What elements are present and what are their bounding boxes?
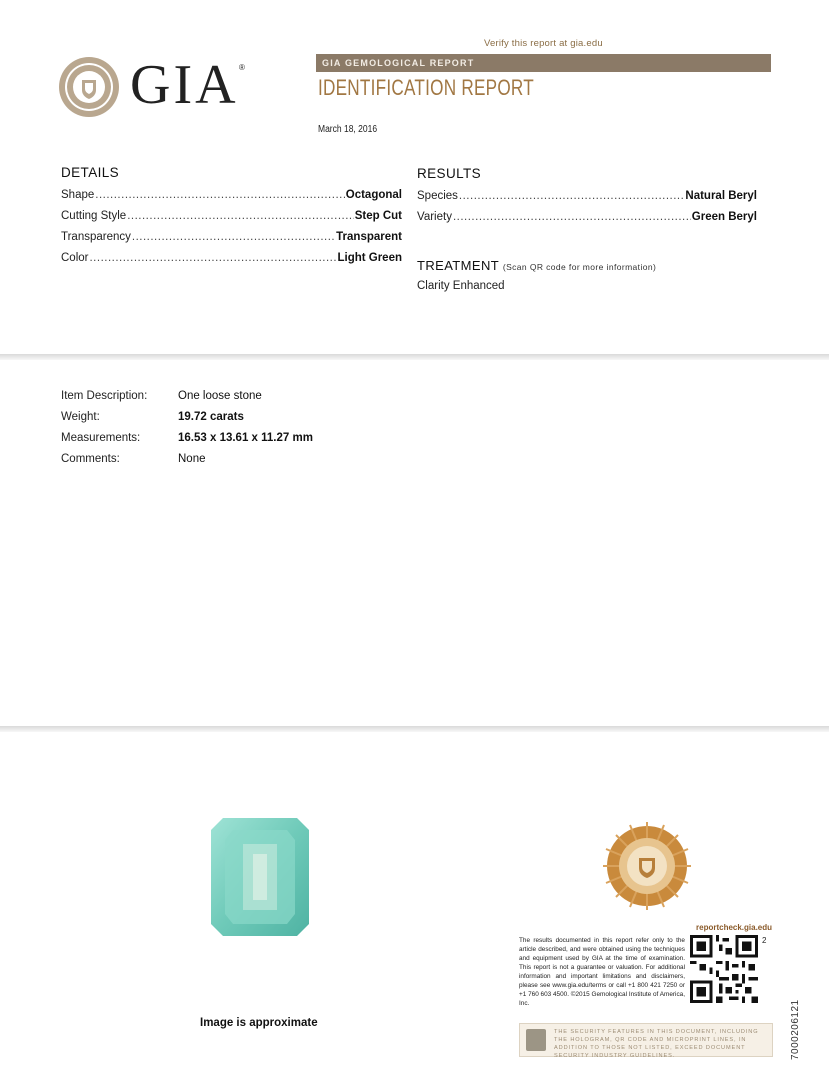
qr-number: 2 xyxy=(762,936,767,945)
serial-number: 7000206121 xyxy=(790,999,801,1060)
gia-medal-seal-icon xyxy=(603,822,691,910)
fold-line-1 xyxy=(0,354,829,360)
registered-mark: ® xyxy=(239,63,245,72)
results-list xyxy=(417,186,757,228)
detail-row-shape xyxy=(61,185,402,206)
item-label: Weight: xyxy=(61,411,100,423)
detail-label: Transparency xyxy=(61,231,131,243)
report-type-band xyxy=(316,54,771,72)
result-label: Species xyxy=(417,190,458,202)
security-notice xyxy=(519,1023,773,1057)
report-date: March 18, 2016 xyxy=(318,124,378,135)
item-value: 16.53 x 13.61 x 11.27 mm xyxy=(178,432,313,444)
lock-icon xyxy=(526,1029,546,1051)
item-row-weight xyxy=(61,407,313,428)
band-text: GIA GEMOLOGICAL REPORT xyxy=(322,58,475,68)
item-label: Measurements: xyxy=(61,432,141,444)
result-label: Variety xyxy=(417,211,452,223)
qr-code[interactable] xyxy=(690,935,758,1003)
report-title: IDENTIFICATION REPORT xyxy=(318,75,534,100)
security-text: THE SECURITY FEATURES IN THIS DOCUMENT, INCLUDING THE HOLOGRAM, QR CODE AND MICROPRINT LINES, IN ADDITION TO THOSE NOT LISTED, EXCEED DOCUMENT SECURITY INDUSTRY GUIDELINES. xyxy=(554,1029,759,1059)
result-row-species xyxy=(417,186,757,207)
result-row-variety xyxy=(417,207,757,228)
fine-print: The results documented in this report refer only to the article described, and were obtained using the techniques and equipment used by GIA at the time of examination. This report is not a guarantee or valuation. For additional information and important limitations and disclaimers, please see www.gia.edu/terms or call +1 800 421 7250 or +1 760 603 4500. ©2015 Gemological Institute of America, Inc. xyxy=(519,937,685,1007)
details-list xyxy=(61,185,402,269)
item-row-measurements xyxy=(61,428,313,449)
item-label: Comments: xyxy=(61,453,120,465)
detail-value: Transparent xyxy=(336,231,402,243)
detail-value: Step Cut xyxy=(354,210,402,222)
image-caption: Image is approximate xyxy=(200,1017,318,1029)
treatment-heading-text: TREATMENT xyxy=(417,258,499,273)
item-value: None xyxy=(178,453,206,465)
details-heading: DETAILS xyxy=(61,165,120,180)
treatment-heading xyxy=(417,258,656,273)
result-value: Natural Beryl xyxy=(685,190,757,202)
result-value: Green Beryl xyxy=(691,211,757,223)
item-row-description xyxy=(61,386,313,407)
detail-row-color xyxy=(61,248,402,269)
gemstone-image xyxy=(211,818,309,936)
item-value: 19.72 carats xyxy=(178,411,244,423)
item-list xyxy=(61,386,313,470)
verify-link[interactable]: Verify this report at gia.edu xyxy=(484,38,603,49)
treatment-value: Clarity Enhanced xyxy=(417,280,505,292)
item-value: One loose stone xyxy=(178,390,262,402)
item-row-comments xyxy=(61,449,313,470)
detail-row-cutting-style xyxy=(61,206,402,227)
detail-value: Octagonal xyxy=(345,189,402,201)
item-label: Item Description: xyxy=(61,390,148,402)
detail-value: Light Green xyxy=(337,252,402,264)
detail-row-transparency xyxy=(61,227,402,248)
detail-label: Cutting Style xyxy=(61,210,127,222)
reportcheck-link[interactable]: reportcheck.gia.edu xyxy=(696,923,773,932)
treatment-note: (Scan QR code for more information) xyxy=(502,262,657,272)
gia-seal-icon xyxy=(58,56,120,118)
fold-line-2 xyxy=(0,726,829,732)
detail-label: Shape xyxy=(61,189,95,201)
results-heading: RESULTS xyxy=(417,166,482,181)
gia-logo: GIA xyxy=(130,54,239,116)
detail-label: Color xyxy=(61,252,89,264)
